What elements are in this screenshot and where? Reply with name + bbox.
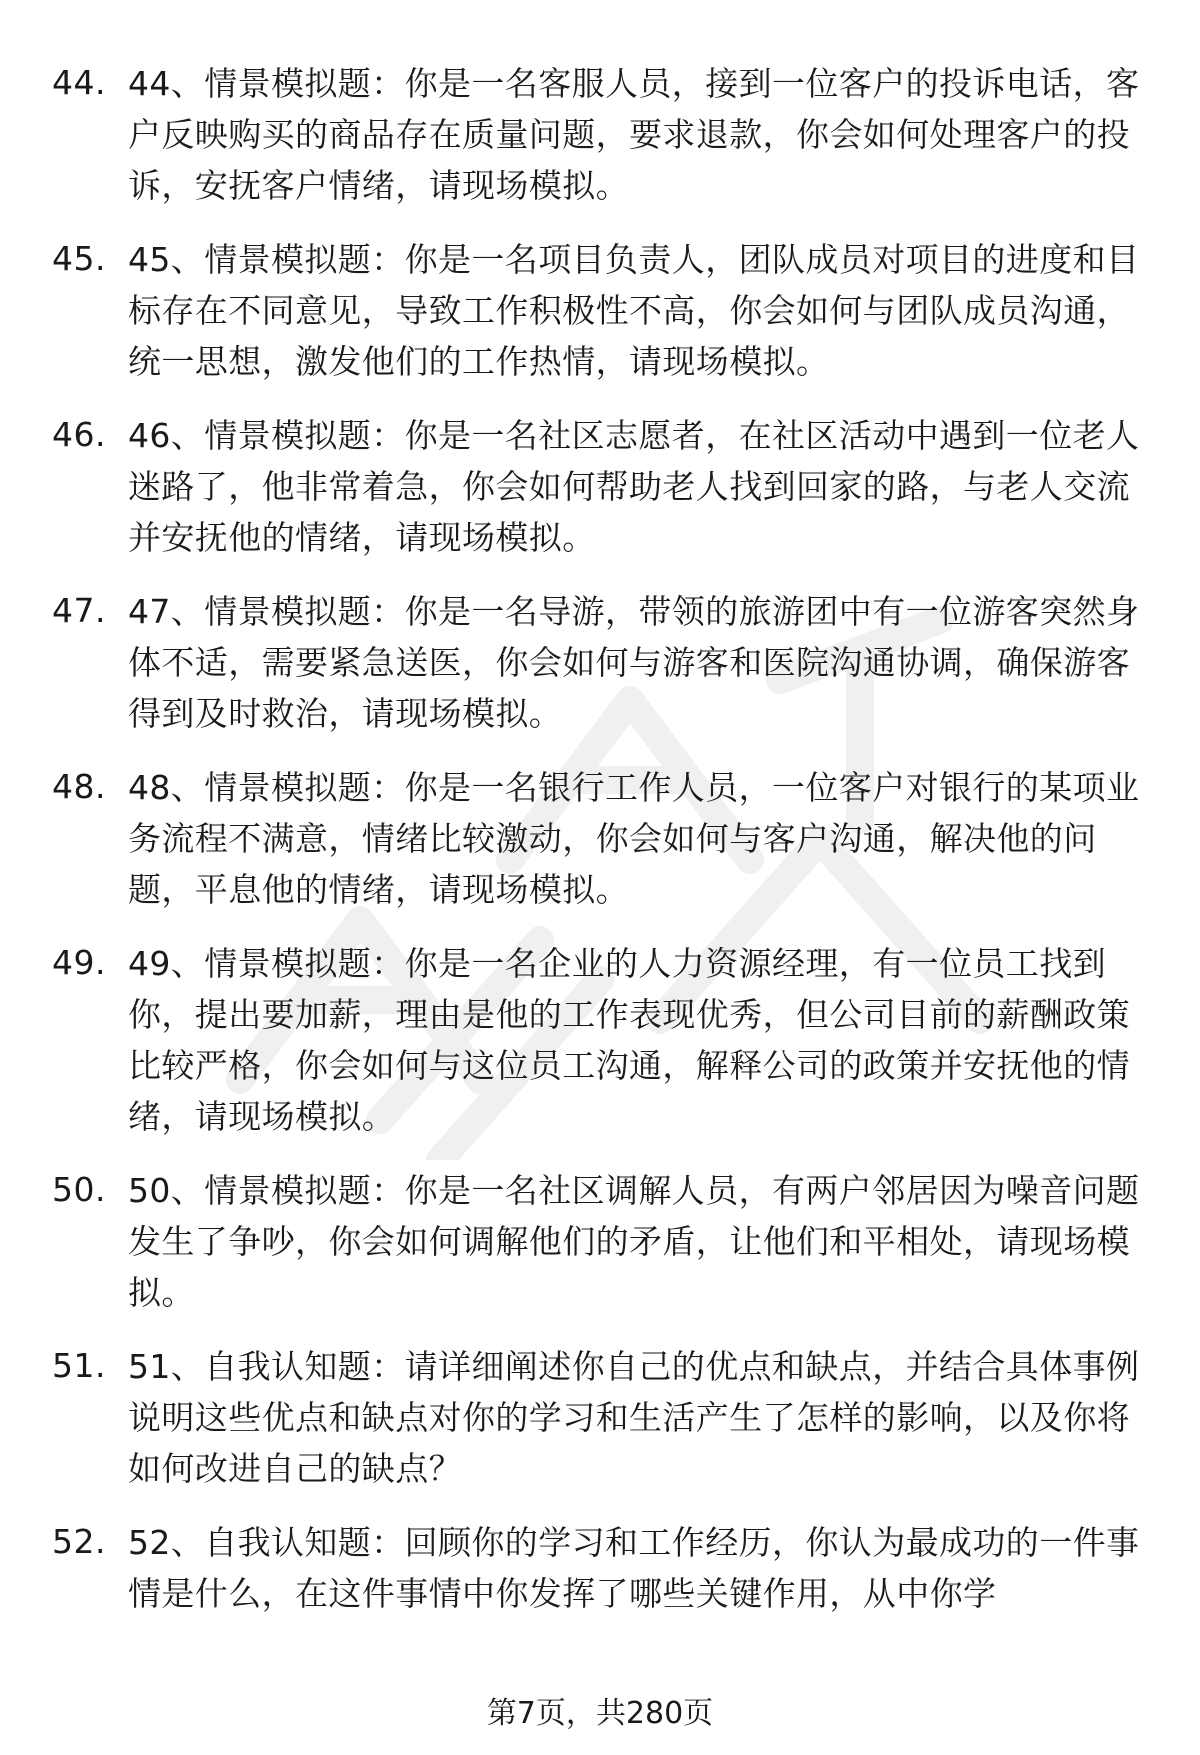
question-text: 48、情景模拟题：你是一名银行工作人员，一位客户对银行的某项业务流程不满意，情绪比较激动，你会如何与客户沟通，解决他的问题，平息他的情绪，请现场模拟。 [128, 768, 1140, 909]
question-item [0, 1165, 1200, 1318]
question-number: 47. [52, 591, 106, 630]
question-list [0, 58, 1200, 1642]
question-item [0, 938, 1200, 1142]
question-number: 45. [52, 239, 106, 278]
question-text: 49、情景模拟题：你是一名企业的人力资源经理，有一位员工找到你，提出要加薪，理由是他的工作表现优秀，但公司目前的薪酬政策比较严格，你会如何与这位员工沟通，解释公司的政策并安抚他的情绪，请现场模拟。 [128, 944, 1130, 1136]
question-item [0, 1517, 1200, 1619]
question-text: 44、情景模拟题：你是一名客服人员，接到一位客户的投诉电话，客户反映购买的商品存在质量问题，要求退款，你会如何处理客户的投诉，安抚客户情绪，请现场模拟。 [128, 64, 1140, 205]
question-item [0, 234, 1200, 387]
question-text: 46、情景模拟题：你是一名社区志愿者，在社区活动中遇到一位老人迷路了，他非常着急，你会如何帮助老人找到回家的路，与老人交流并安抚他的情绪，请现场模拟。 [128, 416, 1140, 557]
question-item [0, 1341, 1200, 1494]
question-number: 50. [52, 1170, 106, 1209]
question-text: 50、情景模拟题：你是一名社区调解人员，有两户邻居因为噪音问题发生了争吵，你会如何调解他们的矛盾，让他们和平相处，请现场模拟。 [128, 1171, 1140, 1312]
question-text: 51、自我认知题：请详细阐述你自己的优点和缺点，并结合具体事例说明这些优点和缺点对你的学习和生活产生了怎样的影响，以及你将如何改进自己的缺点？ [128, 1347, 1140, 1488]
question-text: 47、情景模拟题：你是一名导游，带领的旅游团中有一位游客突然身体不适，需要紧急送医，你会如何与游客和医院沟通协调，确保游客得到及时救治，请现场模拟。 [128, 592, 1140, 733]
question-item [0, 586, 1200, 739]
question-text: 52、自我认知题：回顾你的学习和工作经历，你认为最成功的一件事情是什么，在这件事情中你发挥了哪些关键作用，从中你学 [128, 1523, 1140, 1613]
question-number: 46. [52, 415, 106, 454]
question-number: 51. [52, 1346, 106, 1385]
question-number: 44. [52, 63, 106, 102]
question-item [0, 58, 1200, 211]
question-number: 49. [52, 943, 106, 982]
question-number: 48. [52, 767, 106, 806]
question-item [0, 762, 1200, 915]
page-number-footer: 第7页，共280页 [486, 1696, 714, 1731]
question-number: 52. [52, 1522, 106, 1561]
question-text: 45、情景模拟题：你是一名项目负责人，团队成员对项目的进度和目标存在不同意见，导致工作积极性不高，你会如何与团队成员沟通，统一思想，激发他们的工作热情，请现场模拟。 [128, 240, 1140, 381]
question-item [0, 410, 1200, 563]
